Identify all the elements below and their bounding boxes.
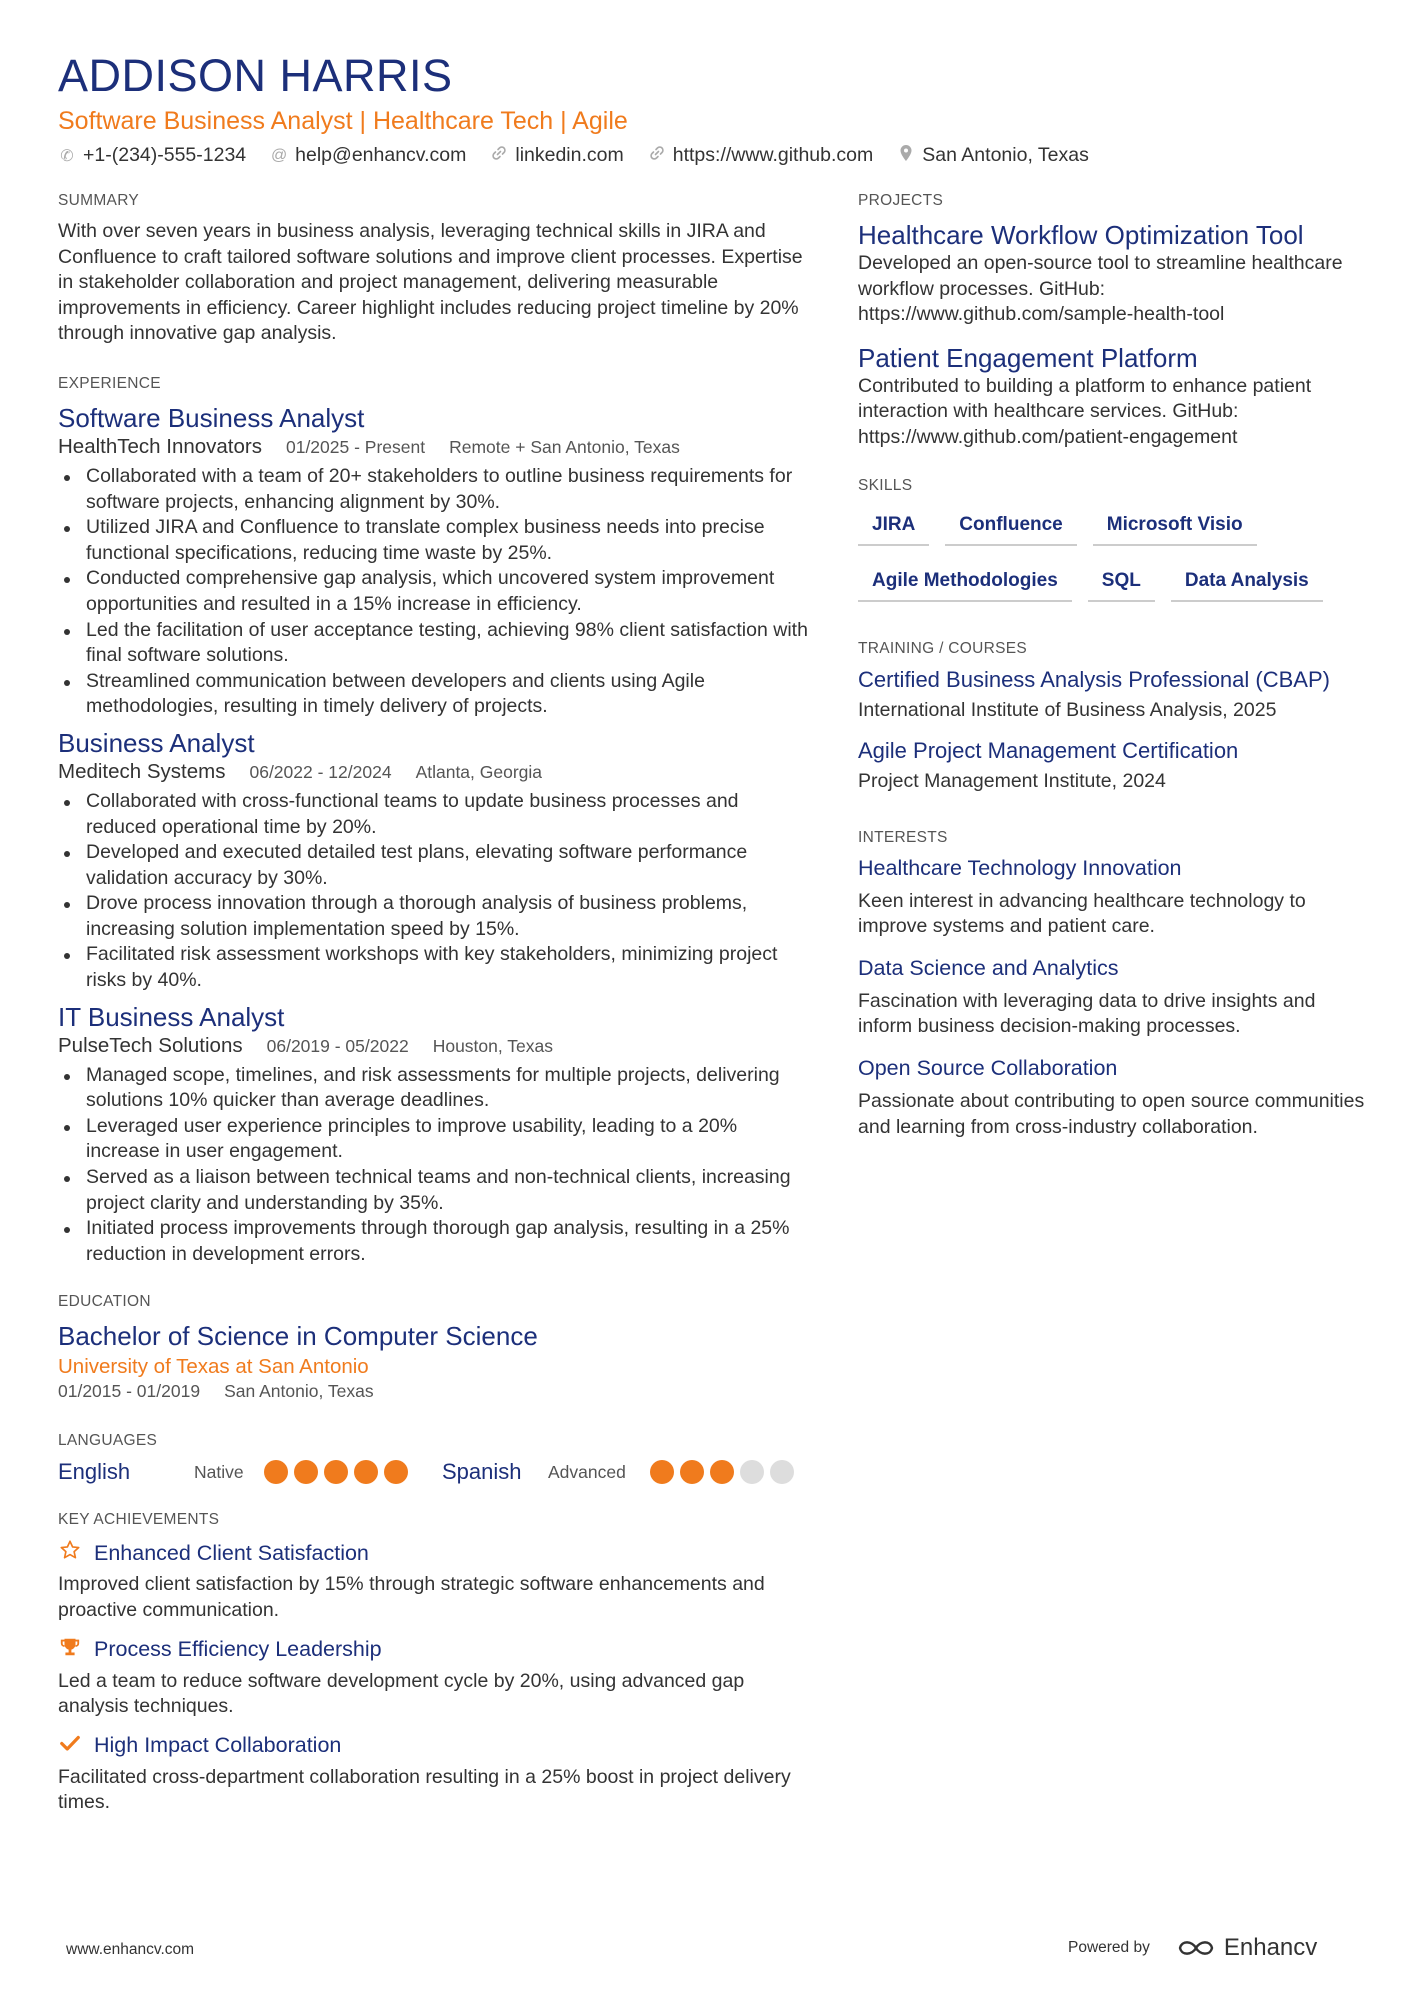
rating-dot-filled (650, 1460, 674, 1484)
footer-website[interactable]: www.enhancv.com (66, 1941, 195, 1958)
brand-logo (1176, 1934, 1317, 1962)
achievement-desc: Led a team to reduce software development cycle by 20%, using advanced gap analysis techniques. (58, 1669, 745, 1718)
section-title: SUMMARY (58, 192, 140, 209)
course-item (858, 738, 1368, 793)
rating-dot-filled (384, 1460, 408, 1484)
list-item: Managed scope, timelines, and risk assessments for multiple projects, delivering solutions 10% quicker than average deadlines. (58, 1063, 808, 1114)
job-entry (58, 1001, 808, 1268)
job-meta (58, 435, 808, 459)
skill-tag: Confluence (945, 504, 1076, 546)
achievement-item (58, 1732, 808, 1816)
language-level: Advanced (548, 1461, 626, 1482)
project-title: Patient Engagement Platform (858, 342, 1198, 373)
interest-title: Healthcare Technology Innovation (858, 855, 1182, 880)
at-icon: @ (271, 146, 288, 164)
link-icon (490, 145, 508, 166)
achievement-title: Enhanced Client Satisfaction (94, 1540, 369, 1565)
list-item: Utilized JIRA and Confluence to translate complex business needs into precise functional specifications, reducing time waste by 25%. (58, 515, 808, 566)
language-rating (264, 1460, 414, 1484)
job-location: Houston, Texas (432, 1035, 554, 1056)
list-item: Developed and executed detailed test plans, elevating software performance validation accuracy by 30%. (58, 840, 808, 891)
job-meta (58, 1034, 808, 1058)
section-title: KEY ACHIEVEMENTS (58, 1511, 220, 1529)
language-name: English (58, 1459, 131, 1485)
skills-list (858, 504, 1368, 616)
language-item (442, 1459, 800, 1485)
project-desc: Developed an open-source tool to streamline healthcare workflow processes. GitHub: https://www.github.com/sample-health-tool (858, 252, 1343, 326)
interest-title: Open Source Collaboration (858, 1055, 1118, 1080)
section-title: PROJECTS (858, 192, 944, 209)
job-bullets (58, 789, 808, 994)
job-bullets (58, 464, 808, 720)
job-dates: 06/2019 - 05/2022 (266, 1035, 409, 1056)
rating-dot-filled (324, 1460, 348, 1484)
language-rating (650, 1460, 800, 1484)
projects-section (858, 192, 1368, 451)
list-item: Collaborated with cross-functional teams to update business processes and reduced operational time by 20%. (58, 789, 808, 840)
achievement-title-row (58, 1636, 808, 1664)
achievement-title: Process Efficiency Leadership (94, 1637, 382, 1662)
contact-email-text: help@enhancv.com (295, 144, 467, 166)
list-item: Conducted comprehensive gap analysis, which uncovered system improvement opportunities and resulted in a 15% increase in efficiency. (58, 566, 808, 617)
job-location: Atlanta, Georgia (415, 761, 543, 782)
list-item: Served as a liaison between technical teams and non-technical clients, increasing project clarity and understanding by 35%. (58, 1165, 808, 1216)
job-company: HealthTech Innovators (58, 434, 262, 458)
project-title: Healthcare Workflow Optimization Tool (858, 220, 1304, 250)
trophy-icon (58, 1636, 82, 1664)
summary-section (58, 192, 808, 347)
rating-dot-filled (264, 1460, 288, 1484)
list-item: Facilitated risk assessment workshops with key stakeholders, minimizing project risks by 40%. (58, 942, 808, 993)
education-section (58, 1293, 808, 1402)
education-school: University of Texas at San Antonio (58, 1355, 369, 1379)
link-icon (648, 145, 666, 166)
course-title: Agile Project Management Certification (858, 737, 1239, 763)
project-item (858, 219, 1368, 328)
interest-item (858, 956, 1368, 1040)
job-title: IT Business Analyst (58, 1001, 285, 1032)
training-section (858, 640, 1368, 793)
location-icon (897, 144, 915, 167)
list-item: Collaborated with a team of 20+ stakeholders to outline business requirements for software projects, enhancing alignment by 30%. (58, 464, 808, 515)
rating-dot-filled (294, 1460, 318, 1484)
languages-section (58, 1432, 808, 1485)
course-title: Certified Business Analysis Professional (CBAP) (858, 666, 1330, 692)
contact-github[interactable] (648, 144, 874, 167)
job-title: Software Business Analyst (58, 402, 365, 433)
course-provider: International Institute of Business Analysis, 2025 (858, 698, 1277, 721)
job-meta (58, 760, 808, 784)
skill-tag: Microsoft Visio (1093, 504, 1257, 546)
achievement-title-row (58, 1539, 808, 1567)
course-provider: Project Management Institute, 2024 (858, 769, 1166, 792)
interest-desc: Fascination with leveraging data to drive insights and inform business decision-making processes. (858, 989, 1316, 1038)
education-meta (58, 1381, 808, 1402)
list-item: Drove process innovation through a thorough analysis of business problems, increasing solution implementation speed by 15%. (58, 891, 808, 942)
skills-section (858, 477, 1368, 616)
section-title: EDUCATION (58, 1293, 151, 1311)
checkmark-icon (58, 1732, 82, 1760)
achievement-desc: Improved client satisfaction by 15% through strategic software enhancements and proactive communication. (58, 1573, 765, 1621)
job-title: Business Analyst (58, 727, 255, 758)
contact-bar (58, 144, 1113, 167)
achievements-section (58, 1511, 808, 1816)
right-column (858, 192, 1368, 1140)
job-bullets (58, 1063, 808, 1268)
skill-tag: SQL (1088, 560, 1155, 602)
job-entry (58, 727, 808, 994)
contact-email[interactable] (270, 144, 466, 167)
job-company: Meditech Systems (58, 759, 226, 783)
job-company: PulseTech Solutions (58, 1033, 243, 1057)
interests-section (858, 829, 1368, 1141)
section-title: EXPERIENCE (58, 374, 161, 392)
achievement-desc: Facilitated cross-department collaboration resulting in a 25% boost in project delivery times. (58, 1765, 791, 1814)
section-title: SKILLS (858, 476, 913, 494)
contact-linkedin[interactable] (490, 144, 623, 167)
contact-phone[interactable] (58, 144, 246, 167)
list-item: Initiated process improvements through thorough gap analysis, resulting in a 25% reduction in development errors. (58, 1216, 808, 1267)
candidate-headline: Software Business Analyst | Healthcare Tech | Agile (58, 107, 628, 135)
summary-text: With over seven years in business analysis, leveraging technical skills in JIRA and Confluence to craft tailored software solutions and improve client processes. Expertise in stakeholder collaboration and project management, delivering measurable improvements in efficiency. Career highlight includes reducing project timeline by 20% through innovative gap analysis. (58, 220, 803, 345)
job-dates: 06/2022 - 12/2024 (249, 761, 392, 782)
project-desc: Contributed to building a platform to enhance patient interaction with healthcare services. GitHub: https://www.github.com/patient-engagement (858, 374, 1312, 448)
interest-desc: Keen interest in advancing healthcare technology to improve systems and patient care. (858, 889, 1306, 938)
list-item: Led the facilitation of user acceptance testing, achieving 98% client satisfaction with final software solutions. (58, 618, 808, 669)
course-item (858, 667, 1368, 722)
rating-dot-empty (770, 1460, 794, 1484)
phone-icon: ✆ (60, 147, 74, 165)
rating-dot-filled (710, 1460, 734, 1484)
contact-github-text: https://www.github.com (672, 144, 874, 166)
contact-location-text: San Antonio, Texas (922, 144, 1089, 166)
job-dates: 01/2025 - Present (285, 436, 426, 457)
skill-tag: Data Analysis (1171, 560, 1323, 602)
section-title: INTERESTS (858, 828, 948, 846)
footer-branding[interactable] (1068, 1934, 1317, 1962)
rating-dot-filled (680, 1460, 704, 1484)
achievement-title: High Impact Collaboration (94, 1733, 342, 1758)
rating-dot-filled (354, 1460, 378, 1484)
infinity-logo-icon (1176, 1937, 1216, 1959)
interest-desc: Passionate about contributing to open source communities and learning from cross-industry collaboration. (858, 1089, 1365, 1138)
section-title: LANGUAGES (58, 1432, 158, 1450)
language-level: Native (194, 1461, 244, 1482)
star-icon (58, 1539, 82, 1567)
education-location: San Antonio, Texas (224, 1381, 374, 1402)
achievement-item (58, 1539, 808, 1623)
brand-name: Enhancv (1223, 1934, 1318, 1961)
language-name: Spanish (442, 1459, 522, 1485)
job-entry (58, 402, 808, 720)
skill-tag: JIRA (858, 504, 929, 546)
left-column (58, 192, 808, 1816)
contact-phone-text: +1-(234)-555-1234 (83, 144, 247, 166)
candidate-name: ADDISON HARRIS (58, 50, 453, 101)
interest-item (858, 856, 1368, 940)
education-dates: 01/2015 - 01/2019 (58, 1381, 201, 1402)
education-degree: Bachelor of Science in Computer Science (58, 1321, 538, 1352)
contact-linkedin-text: linkedin.com (515, 144, 624, 166)
skill-tag: Agile Methodologies (858, 560, 1072, 602)
powered-by-text: Powered by (1068, 1939, 1150, 1956)
interest-item (858, 1056, 1368, 1140)
experience-section (58, 375, 808, 1267)
achievement-item (58, 1636, 808, 1720)
job-location: Remote + San Antonio, Texas (449, 436, 680, 457)
interest-title: Data Science and Analytics (858, 955, 1119, 980)
section-title: TRAINING / COURSES (858, 639, 1028, 657)
language-item (58, 1459, 414, 1485)
list-item: Leveraged user experience principles to improve usability, leading to a 20% increase in user engagement. (58, 1114, 808, 1165)
achievement-title-row (58, 1732, 808, 1760)
list-item: Streamlined communication between developers and clients using Agile methodologies, resulting in timely delivery of projects. (58, 669, 808, 720)
project-item (858, 342, 1368, 451)
rating-dot-empty (740, 1460, 764, 1484)
languages-row (58, 1459, 808, 1485)
contact-location (897, 144, 1089, 167)
